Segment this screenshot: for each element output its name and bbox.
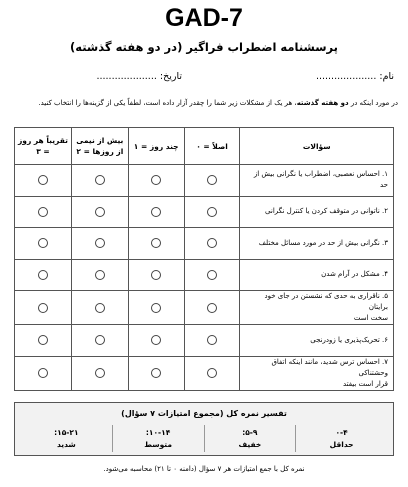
- question-cell: [240, 325, 394, 357]
- question-text-line2: قرار است بیفتد: [342, 379, 388, 388]
- answer-cell[interactable]: [184, 228, 240, 260]
- answer-cell[interactable]: [184, 356, 240, 390]
- score-range-label: شدید: [56, 440, 76, 449]
- instructions-bold: دو هفته گذشته: [296, 99, 349, 107]
- header-question: سؤالات: [240, 128, 394, 165]
- radio-option-0[interactable]: [207, 175, 217, 185]
- radio-option-3[interactable]: [38, 335, 48, 345]
- answer-cell[interactable]: [128, 259, 184, 291]
- answer-cell[interactable]: [184, 196, 240, 228]
- radio-option-0[interactable]: [207, 207, 217, 217]
- answer-cell[interactable]: [71, 196, 128, 228]
- radio-option-1[interactable]: [151, 175, 161, 185]
- score-range-value: ۱۰-۱۴:: [145, 428, 171, 437]
- question-cell: [240, 259, 394, 291]
- table-header-row: [15, 128, 394, 165]
- answer-cell[interactable]: [15, 259, 72, 291]
- score-interpretation-box: [14, 402, 394, 456]
- radio-option-0[interactable]: [207, 238, 217, 248]
- radio-option-2[interactable]: [95, 335, 105, 345]
- answer-cell[interactable]: [128, 165, 184, 197]
- score-range-value: ۱۵-۲۱:: [54, 428, 79, 437]
- answer-cell[interactable]: [71, 259, 128, 291]
- radio-option-1[interactable]: [151, 303, 161, 313]
- radio-option-0[interactable]: [207, 303, 217, 313]
- header-opt3: تقریباً هر روز = ۳: [15, 128, 72, 165]
- radio-option-2[interactable]: [95, 207, 105, 217]
- answer-cell[interactable]: [184, 165, 240, 197]
- radio-option-3[interactable]: [38, 238, 48, 248]
- answer-cell[interactable]: [15, 196, 72, 228]
- meta-row: [14, 71, 394, 85]
- answer-cell[interactable]: [15, 165, 72, 197]
- table-row: [15, 165, 394, 197]
- instructions-after: ، هر یک از مشکلات زیر شما را چقدر آزار داده است، لطفاً یکی از گزینه‌ها را انتخاب کنید.: [38, 99, 297, 107]
- score-range-label: خفیف: [238, 440, 262, 449]
- answer-cell[interactable]: [15, 228, 72, 260]
- question-text: ۴. مشکل در آرام شدن: [321, 270, 388, 279]
- radio-option-3[interactable]: [38, 270, 48, 280]
- radio-option-1[interactable]: [151, 238, 161, 248]
- table-row: [15, 325, 394, 357]
- table-row: [15, 356, 394, 390]
- radio-option-2[interactable]: [95, 303, 105, 313]
- score-grid: [21, 425, 387, 452]
- radio-option-3[interactable]: [38, 175, 48, 185]
- score-range-moderate: [112, 425, 204, 452]
- table-row: [15, 196, 394, 228]
- page-subtitle: پرسشنامه اضطراب فراگیر (در دو هفته گذشته): [70, 40, 338, 54]
- question-cell: [240, 165, 394, 197]
- header-opt2-line2: از روزها = ۲: [76, 147, 124, 156]
- radio-option-0[interactable]: [207, 270, 217, 280]
- radio-option-0[interactable]: [207, 368, 217, 378]
- radio-option-2[interactable]: [95, 270, 105, 280]
- question-text: ۳. نگرانی بیش از حد در مورد مسائل مختلف: [258, 238, 388, 247]
- score-range-label: متوسط: [144, 440, 173, 449]
- header-opt2-line1: بیش از نیمی: [76, 136, 124, 145]
- header-opt0: اصلاً = ۰: [184, 128, 240, 165]
- answer-cell[interactable]: [15, 325, 72, 357]
- table-row: [15, 291, 394, 325]
- score-range-minimal: [295, 425, 387, 452]
- question-text: ۷. احساس ترس شدید، مانند اینکه اتفاق وحشتناکی: [271, 357, 388, 377]
- question-cell: [240, 291, 394, 325]
- radio-option-1[interactable]: [151, 368, 161, 378]
- score-range-mild: [204, 425, 296, 452]
- score-range-severe: [21, 425, 112, 452]
- question-text-line2: سخت است: [353, 314, 388, 322]
- answer-cell[interactable]: [71, 165, 128, 197]
- name-field[interactable]: نام: ....................: [315, 71, 394, 82]
- question-cell: [240, 196, 394, 228]
- answer-cell[interactable]: [128, 356, 184, 390]
- score-title: تفسیر نمره کل (مجموع امتیازات ۷ سؤال): [121, 409, 287, 418]
- radio-option-3[interactable]: [38, 368, 48, 378]
- question-cell: [240, 356, 394, 390]
- header-opt1: چند روز = ۱: [128, 128, 184, 165]
- answer-cell[interactable]: [128, 325, 184, 357]
- header-opt2: [71, 128, 128, 165]
- score-range-label: حداقل: [329, 440, 354, 449]
- answer-cell[interactable]: [71, 228, 128, 260]
- answer-cell[interactable]: [184, 291, 240, 325]
- radio-option-1[interactable]: [151, 335, 161, 345]
- answer-cell[interactable]: [71, 356, 128, 390]
- answer-cell[interactable]: [184, 259, 240, 291]
- question-cell: [240, 228, 394, 260]
- question-text: ۲. ناتوانی در متوقف کردن یا کنترل نگرانی: [265, 207, 388, 216]
- answer-cell[interactable]: [128, 196, 184, 228]
- question-text: ۱. احساس نعصبی، اضطراب یا نگرانی بیش از حد: [253, 170, 388, 190]
- table-row: [15, 259, 394, 291]
- answer-cell[interactable]: [128, 228, 184, 260]
- radio-option-3[interactable]: [38, 207, 48, 217]
- question-text: ۶. تحریک‌پذیری یا زودرنجی: [310, 335, 388, 344]
- answer-cell[interactable]: [71, 291, 128, 325]
- radio-option-0[interactable]: [207, 335, 217, 345]
- score-range-value: ۰-۴: [335, 428, 348, 437]
- answer-cell[interactable]: [128, 291, 184, 325]
- answer-cell[interactable]: [15, 291, 72, 325]
- date-field[interactable]: تاریخ: ....................: [96, 71, 182, 82]
- radio-option-1[interactable]: [151, 207, 161, 217]
- table-row: [15, 228, 394, 260]
- gad7-table: [14, 127, 394, 391]
- radio-option-2[interactable]: [95, 175, 105, 185]
- answer-cell[interactable]: [15, 356, 72, 390]
- score-range-value: ۵-۹:: [242, 428, 258, 437]
- answer-cell[interactable]: [71, 325, 128, 357]
- radio-option-2[interactable]: [95, 238, 105, 248]
- radio-option-2[interactable]: [95, 368, 105, 378]
- radio-option-1[interactable]: [151, 270, 161, 280]
- footer-note: نمره کل با جمع امتیازات هر ۷ سؤال (دامنه ۰ تا ۲۱) محاسبه می‌شود.: [103, 465, 305, 473]
- question-text: ۵. ناقراری به حدی که نشستن در جای خود برایتان: [264, 292, 388, 311]
- answer-cell[interactable]: [184, 325, 240, 357]
- page-title: GAD-7: [165, 4, 243, 32]
- instructions-before: در مورد اینکه در: [348, 99, 398, 107]
- instructions: [10, 98, 398, 109]
- radio-option-3[interactable]: [38, 303, 48, 313]
